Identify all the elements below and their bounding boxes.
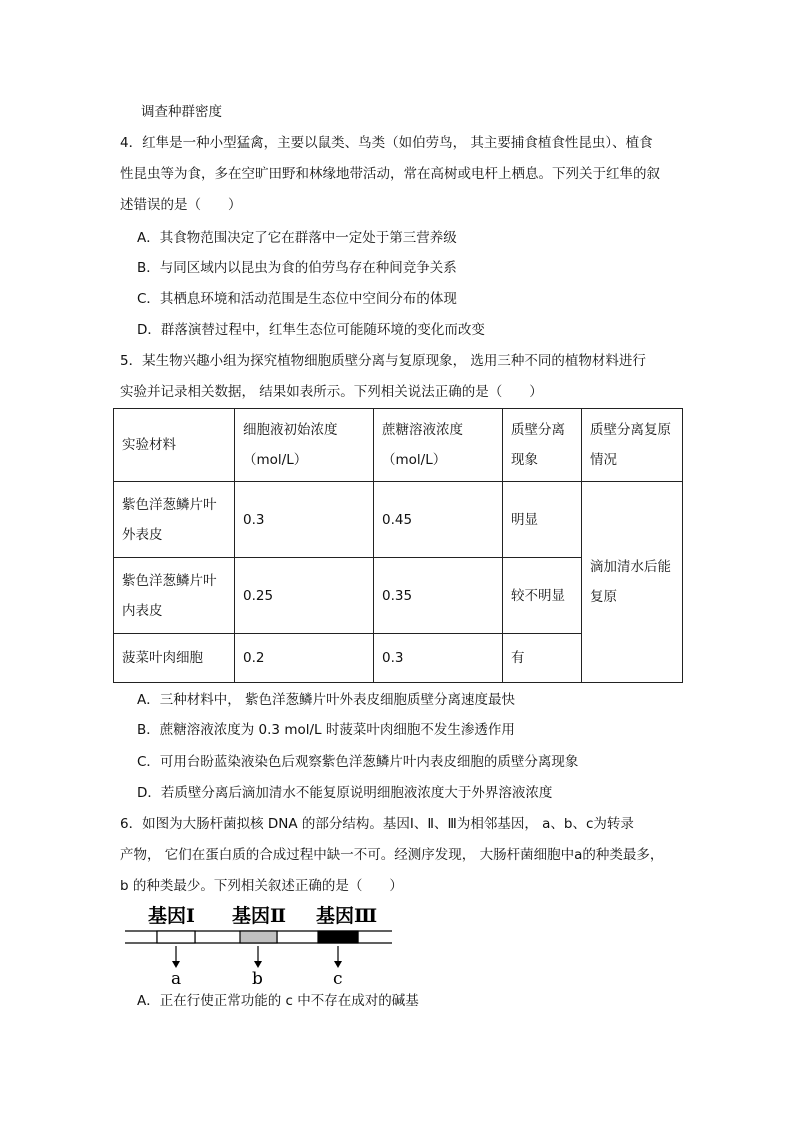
table-cell-material: 紫色洋葱鳞片叶 外表皮: [114, 482, 235, 558]
q4-option-b[interactable]: B．与同区域内以昆虫为食的伯劳鸟存在种间竞争关系: [137, 260, 457, 276]
q4-stem-line: 性昆虫等为食，多在空旷田野和林缘地带活动，常在高树或电杆上栖息。下列关于红隼的叙: [120, 166, 660, 182]
data-table: [113, 408, 683, 683]
q4-option-a[interactable]: A．其食物范围决定了它在群落中一定处于第三营养级: [137, 230, 457, 246]
table-cell-phenomenon: 有: [503, 634, 582, 683]
table-cell-sucrose: 0.45: [374, 482, 503, 558]
gene-label-2: 基因Ⅱ: [232, 905, 287, 927]
table-header-cell: 质壁分离复原 情况: [582, 409, 683, 482]
q6-stem-line: b 的种类最少。下列相关叙述正确的是（ ）: [120, 878, 403, 894]
q6-stem-line: 产物， 它们在蛋白质的合成过程中缺一不可。经测序发现， 大肠杆菌细胞中a的种类最多，: [120, 847, 664, 863]
q4-stem-line: 4．红隼是一种小型猛禽，主要以鼠类、鸟类（如伯劳鸟， 其主要捕食植食性昆虫）、植食: [120, 135, 653, 151]
table-cell-init: 0.25: [235, 558, 374, 634]
table-cell-recovery: 滴加清水后能 复原: [582, 482, 683, 683]
q5-stem-line: 实验并记录相关数据， 结果如表所示。下列相关说法正确的是（ ）: [120, 384, 543, 400]
table-cell-init: 0.2: [235, 634, 374, 683]
table-header-cell: 蔗糖溶液浓度 （mol/L）: [374, 409, 503, 482]
gene-label-3: 基因Ⅲ: [316, 905, 378, 927]
q4-option-d[interactable]: D．群落演替过程中，红隼生态位可能随环境的变化而改变: [137, 322, 485, 338]
q5-option-c[interactable]: C．可用台盼蓝染液染色后观察紫色洋葱鳞片叶内表皮细胞的质壁分离现象: [137, 754, 579, 770]
table-cell-phenomenon: 较不明显: [503, 558, 582, 634]
gene-3-segment: [318, 931, 358, 943]
q5-option-b[interactable]: B．蔗糖溶液浓度为 0.3 mol/L 时菠菜叶肉细胞不发生渗透作用: [137, 722, 515, 738]
gene-1-segment: [157, 931, 195, 943]
arrow-a-head: [172, 961, 180, 968]
arrow-c-head: [334, 961, 342, 968]
product-label-b: b: [252, 969, 263, 989]
gene-label-1: 基因Ⅰ: [148, 905, 195, 927]
table-cell-sucrose: 0.3: [374, 634, 503, 683]
q5-option-d[interactable]: D．若质壁分离后滴加清水不能复原说明细胞液浓度大于外界溶液浓度: [137, 785, 553, 801]
table-cell-sucrose: 0.35: [374, 558, 503, 634]
q6-stem-line: 6．如图为大肠杆菌拟核 DNA 的部分结构。基因Ⅰ、Ⅱ、Ⅲ为相邻基因， a、b、c为转录: [120, 816, 634, 832]
product-label-c: c: [333, 969, 343, 989]
intro-tail: 调查种群密度: [141, 104, 222, 120]
gene-2-segment: [240, 931, 277, 943]
dna-gene-diagram: [120, 898, 400, 993]
table-header-row: [114, 409, 683, 482]
q4-stem-line: 述错误的是（ ）: [120, 197, 242, 213]
q5-stem-line: 5．某生物兴趣小组为探究植物细胞质壁分离与复原现象， 选用三种不同的植物材料进行: [120, 353, 646, 369]
table-header-cell: 细胞液初始浓度 （mol/L）: [235, 409, 374, 482]
table-header-cell: 实验材料: [114, 409, 235, 482]
table-cell-material: 菠菜叶肉细胞: [114, 634, 235, 683]
q6-option-a[interactable]: A．正在行使正常功能的 c 中不存在成对的碱基: [137, 993, 419, 1009]
q5-option-a[interactable]: A．三种材料中， 紫色洋葱鳞片叶外表皮细胞质壁分离速度最快: [137, 692, 516, 708]
arrow-b-head: [254, 961, 262, 968]
table-cell-material: 紫色洋葱鳞片叶 内表皮: [114, 558, 235, 634]
product-label-a: a: [171, 969, 182, 989]
table-cell-init: 0.3: [235, 482, 374, 558]
table-header-cell: 质壁分离 现象: [503, 409, 582, 482]
table-cell-phenomenon: 明显: [503, 482, 582, 558]
table-row: [114, 482, 683, 558]
q4-option-c[interactable]: C．其栖息环境和活动范围是生态位中空间分布的体现: [137, 291, 457, 307]
